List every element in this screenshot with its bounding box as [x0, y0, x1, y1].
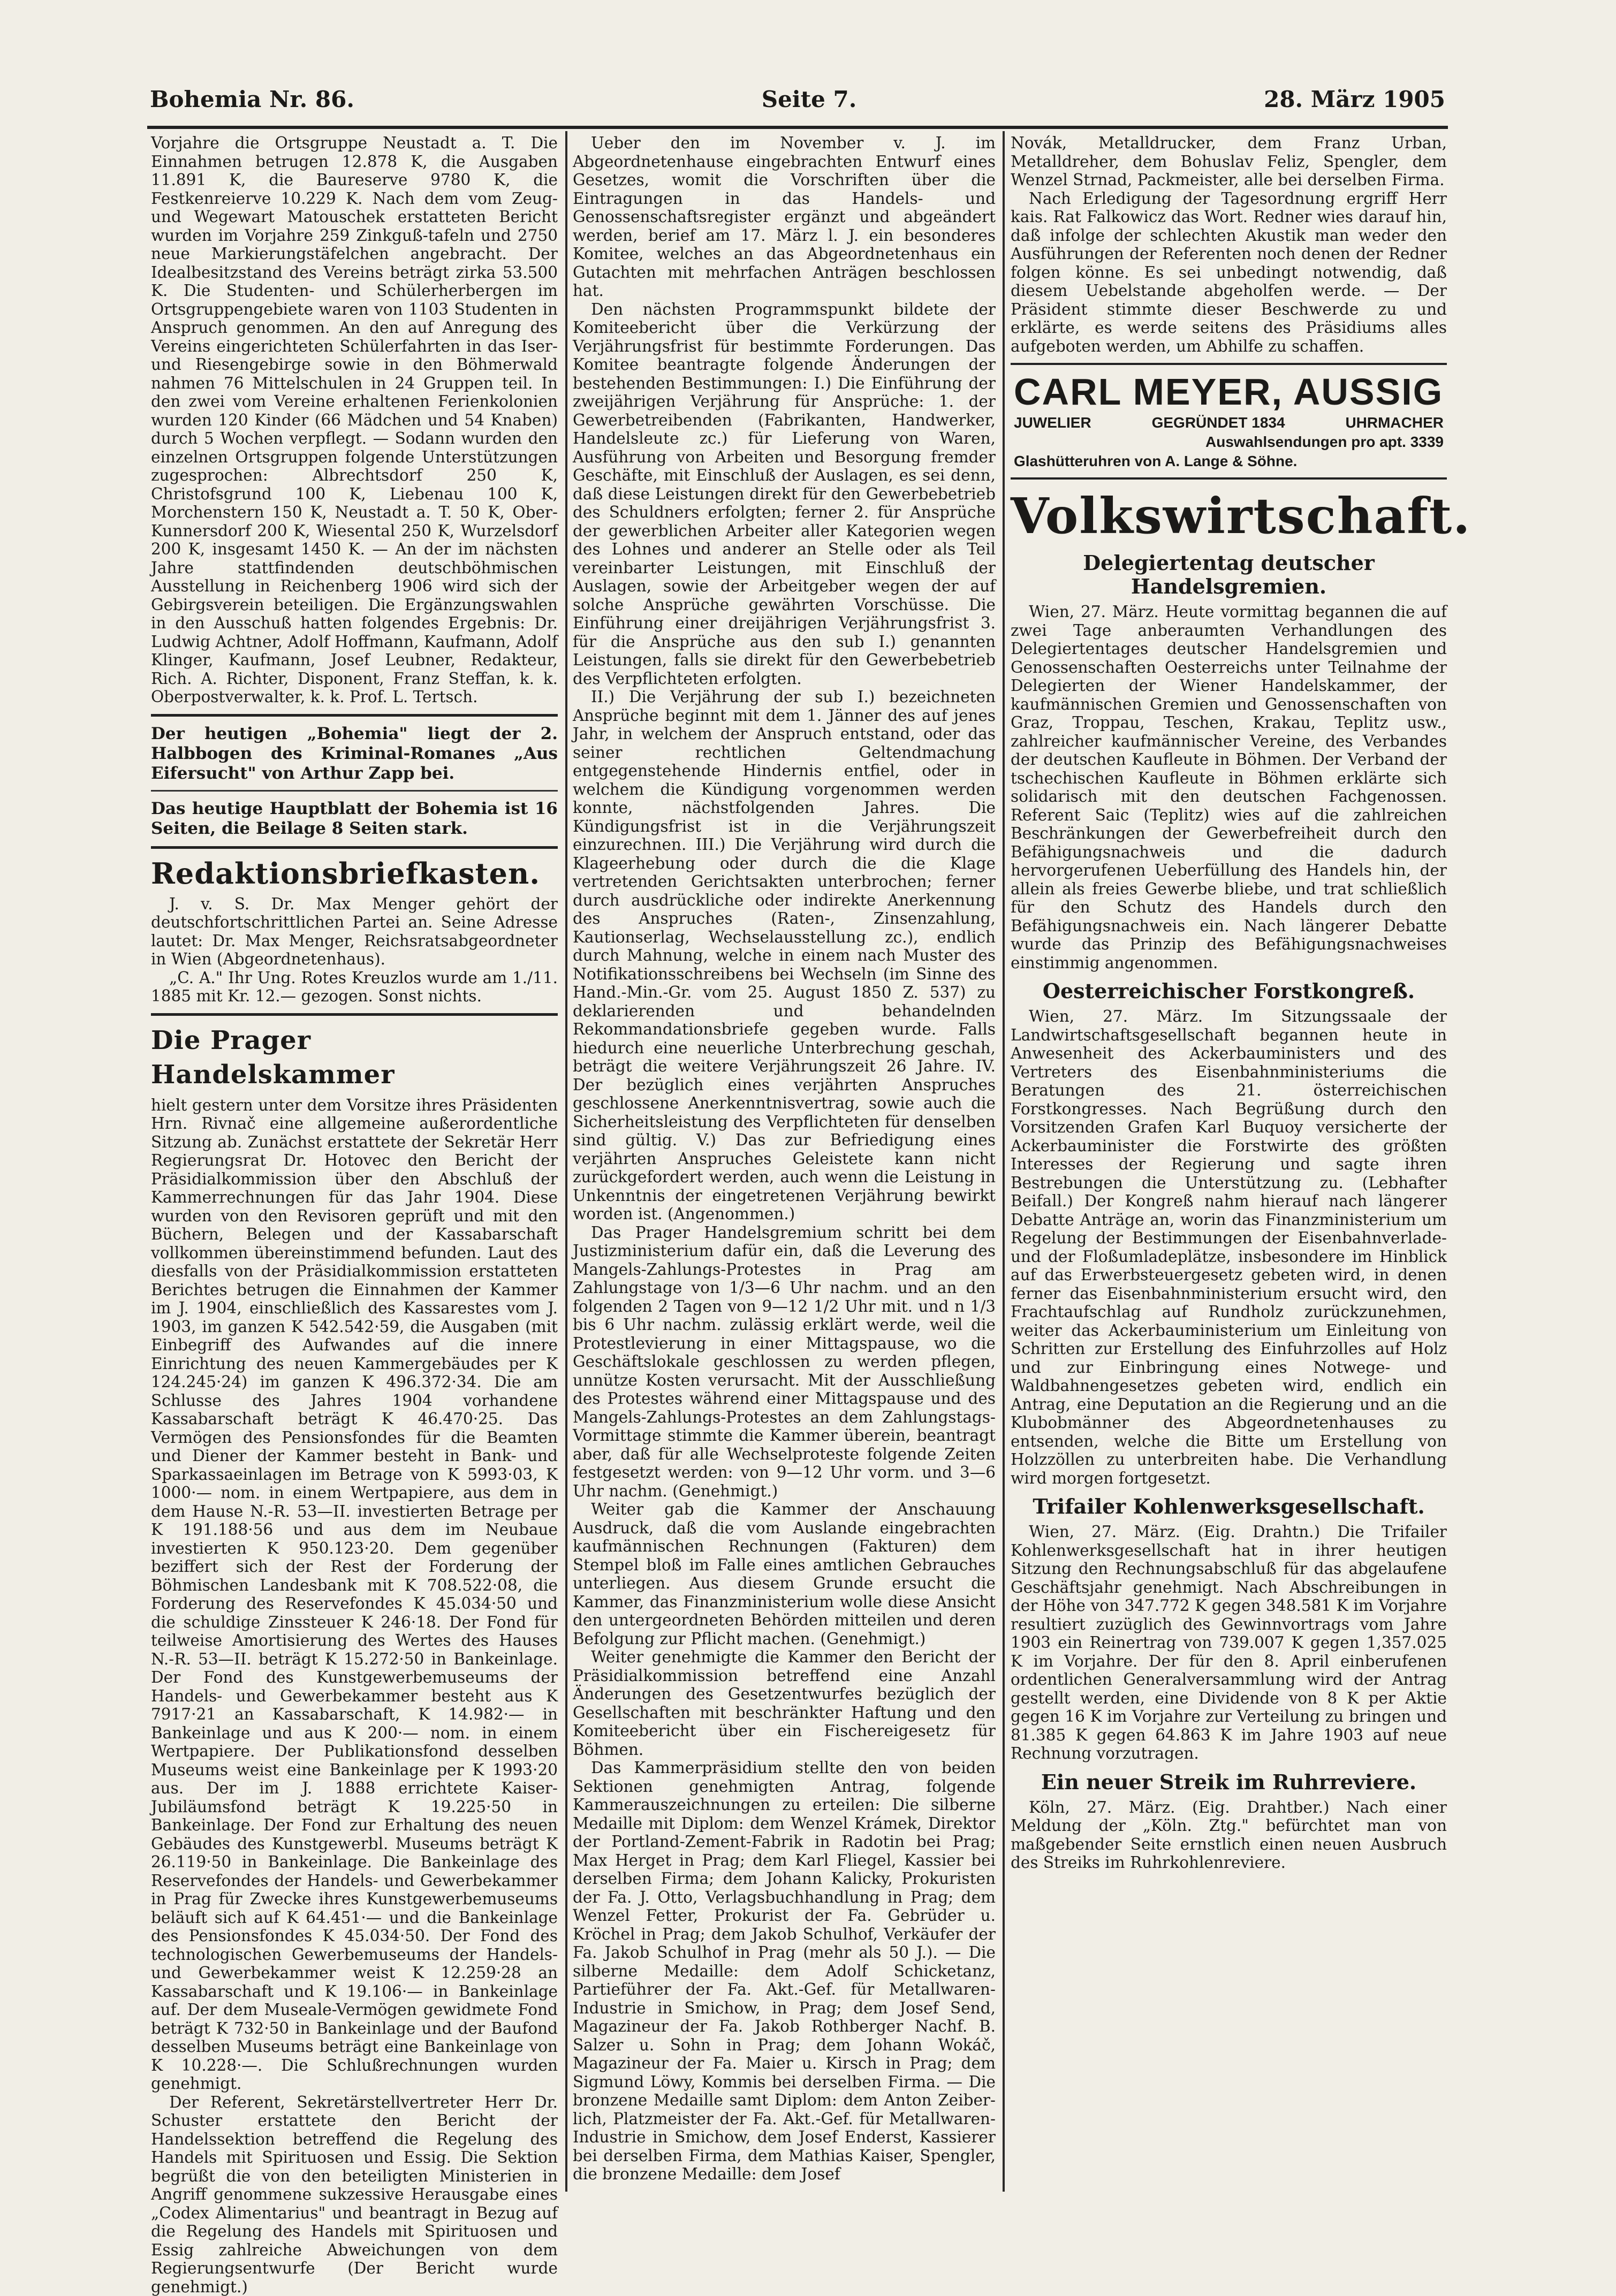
article-paragraph: Den nächsten Programmspunkt bildete der Komiteebericht über die Verkürzung der Verjährungsfrist für bestimmte Forderungen. Das Komitee beantragte folgende Änderungen der bestehenden Bestimmungen: I.) Die Einführung der zweijährigen Verjährung für Ansprüche: 1. der Gewerbetreibenden (Fabrikanten, Handwerker, Handelsleute zc.) für Lieferung von Waren, Ausführung von Arbeiten und Besorgung fremder Geschäfte, mit Einschluß der Auslagen, es sei denn, daß diese Leistungen direkt für den Gewerbebetrieb des Schuldners erfolgten; ferner 2. für Ansprüche der gewerblichen Arbeiter aller Kategorien wegen des Lohnes und anderer an Stelle oder als Teil vereinbarter Leistungen, mit Einschluß der Auslagen, sowie der Arbeitgeber wegen der auf solche Ansprüche gewährten Vorschüsse. Die Einführung einer dreijährigen Verjährungsfrist 3. für die Ansprüche aus den sub I.) genannten Leistungen, falls sie direkt für den Gewerbebetrieb des Verpflichteten erfolgten.	[573, 300, 996, 688]
article-paragraph: Der Referent, Sekretärstellvertreter Herr Dr. Schuster erstattete den Bericht der Handelssektion betreffend die Regelung des Handels mit Spirituosen und Essig. Die Sektion begrüßt die von den beteiligten Ministerien in Angriff genommene sukzessive Herausgabe eines „Codex Alimentarius" und beantragt in Bezug auf die Regelung des Handels mit Spirituosen und Essig zahlreiche Abweichungen von dem Regierungsentwurfe (Der Bericht wurde genehmigt.)	[151, 2093, 558, 2296]
letter-reply: „C. A." Ihr Ung. Rotes Kreuzlos wurde am 1./11. 1885 mit Kr. 12.— gezogen. Sonst nichts.	[151, 969, 558, 1006]
ad-trade-left: JUWELIER	[1014, 413, 1091, 432]
article-paragraph: Das Prager Handelsgremium schritt bei dem Justizministerium dafür ein, daß die Leverung des Mangels-Zahlungs-Protestes in Prag am Zahlungstage von 1/3—6 Uhr nachm. und an den folgenden 2 Tagen von 9—12 1/2 Uhr mit. und n 1/3 bis 6 Uhr nachm. zulässig erklärt werde, weil die Protestlevierung in einer Mittagspause, wo die Geschäftslokale geschlossen zu werden pflegen, unnütze Kosten verursacht. Mit der Ausschließung des Protestes während einer Mittagspause und des Mangels-Zahlungs-Protestes an dem Zahlungstags-Vormittage stimmte die Kammer überein, beantragt aber, daß für alle Wechselproteste folgende Zeiten festgesetzt werden: von 9—12 Uhr vorm. und 3—6 Uhr nachm. (Genehmigt.)	[573, 1223, 996, 1501]
letter-reply: J. v. S. Dr. Max Menger gehört der deutschfortschrittlichen Partei an. Seine Adresse lautet: Dr. Max Menger, Reichsratsabgeordneter in Wien (Abgeordnetenhaus).	[151, 895, 558, 969]
page-header	[150, 80, 1445, 118]
ad-shipping-line	[1014, 432, 1444, 452]
ad-founded: GEGRÜNDET 1834	[1152, 413, 1285, 432]
column-divider	[565, 131, 567, 2192]
article-paragraph: II.) Die Verjährung der sub I.) bezeichneten Ansprüche beginnt mit dem 1. Jänner des auf jenes Jahr, in welchem der Anspruch entstand, oder das seiner rechtlichen Geltendmachung entgegenstehende Hindernis entfiel, oder in welchem die Kündigung vorgenommen werden konnte, nächstfolgenden Jahres. Die Kündigungsfrist ist in die Verjährungszeit einzurechnen. III.) Die Verjährung wird durch die Klageerhebung oder durch die die Klage vertretenden Gerichtsakten unterbrochen; ferner durch ausdrückliche oder indirekte Anerkennung des Anspruches (Raten-, Zinsenzahlung, Kautionserlag, Wechselausstellung zc.), endlich durch Mahnung, welche in einem nach Muster des Notifikationsschreibens bei Wechseln (im Sinne des Hand.-Min.-Gr. vom 25. August 1850 Z. 537) zu deklarierenden und behandelnden Rekommandationsbriefe gegeben wurde. Falls hiedurch eine neuerliche Unterbrechung geschah, beträgt die weitere Verjährungszeit 26 Jahre. IV. Der bezüglich eines verjährten Anspruches geschlossene Anerkenntnisvertrag, sowie auch die Sicherheitsleistung des Verpflichteten für denselben sind gültig. V.) Das zur Befriedigung eines verjährten Anspruches Geleistete kann nicht zurückgefordert werden, auch wenn die Leistung in Unkenntnis der eingetretenen Verjährung bewirkt worden ist. (Angenommen.)	[573, 688, 996, 1223]
header-paper-name: Bohemia Nr. 86.	[150, 86, 354, 112]
header-page-number: Seite 7.	[762, 86, 857, 112]
page-count-notice: Das heutige Hauptblatt der Bohemia ist 16 Seiten, die Beilage 8 Seiten stark.	[151, 799, 558, 839]
article-paragraph: Wien, 27. März. Heute vormittag begannen die auf zwei Tage anberaumten Verhandlungen des Delegiertentages deutscher Handelsgremien und Genossenschaften Oesterreichs unter Teilnahme der Delegierten der Wiener Handelskammer, der kaufmännischen Gremien und Genossenschaften von Graz, Troppau, Teschen, Krakau, Teplitz usw., zahlreicher kaufmännischer Vereine, des Verbandes der deutschen Kaufleute in Böhmen. Der Verband der tschechischen Kaufleute in Böhmen erklärte sich solidarisch mit den deutschen Fachgenossen. Referent Saic (Teplitz) wies auf die zahlreichen Beschränkungen der Gewerbefreiheit durch den Befähigungsnachweis und die dadurch hervorgerufenen Ueberfüllung des Handels hin, der allein als freies Gewerbe bliebe, und trat schließlich für den Schutz des Handels durch den Befähigungsnachweis ein. Nach längerer Debatte wurde das Prinzip des Befähigungsnachweises einstimmig angenommen.	[1011, 603, 1447, 972]
article-paragraph: Das Kammerpräsidium stellte den von beiden Sektionen genehmigten Antrag, folgende Kammerauszeichnungen zu erteilen: Die silberne Medaille mit Diplom: dem Wenzel Krámek, Direktor der Portland-Zement-Fabrik in Radotin bei Prag; Max Herget in Prag; dem Karl Fliegel, Kassier bei derselben Firma; dem Johann Kalicky, Prokuristen der Fa. J. Otto, Verlagsbuchhandlung in Prag; dem Wenzel Fetter, Prokurist der Fa. Gebrüder u. Kröchel in Prag; dem Jakob Schulhof, Verkäufer der Fa. Jakob Schulhof in Prag (mehr als 50 J.). — Die silberne Medaille: dem Adolf Schicketanz, Partieführer der Fa. Akt.-Gef. für Metallwaren-Industrie in Smichow, in Prag; dem Josef Send, Magazineur der Fa. Jakob Rothberger Nachf. B. Salzer u. Sohn in Prag; dem Johann Wokáč, Magazineur der Fa. Maier u. Kirsch in Prag; dem Sigmund Löwy, Kommis bei derselben Firma. — Die bronzene Medaille samt Diplom: dem Anton Zeiber-lich, Platzmeister der Fa. Akt.-Gef. für Metallwaren-Industrie in Smichow, dem Josef Enderst, Kassierer bei derselben Firma, dem Mathias Kaiser, Spengler, die bronzene Medaille: dem Josef	[573, 1759, 996, 2184]
ad-company-name: CARL MEYER, AUSSIG	[1014, 370, 1444, 413]
section-heading-letters: Redaktionsbriefkasten.	[151, 856, 558, 891]
article-paragraph: Wien, 27. März. Im Sitzungssaale der Landwirtschaftsgesellschaft begannen heute in Anwesenheit des Ackerbauministers und des Vertreters des Eisenbahnministeriums die Beratungen des 21. österreichischen Forstkongresses. Nach Begrüßung durch den Vorsitzenden Grafen Karl Buquoy versicherte der Ackerbauminister die Forstwirte des größten Interesses der Regierung und sagte ihren Bestrebungen die Unterstützung zu. (Lebhafter Beifall.) Der Kongreß nahm hierauf nach längerer Debatte Anträge an, worin das Finanzministerium um Regelung der Bestimmungen der Eisenbahnverlade- und der Floßumladeplätze, insbesondere im Hinblick auf das Erwerbsteuergesetz gebeten wird, in denen ferner das Eisenbahnministerium ersucht wird, den Frachtaufschlag auf Rundholz zurückzunehmen, weiter das Ackerbauministerium um Einleitung von Schritten zur Erstellung des Einfuhrzolles auf Holz und zur Einbringung eines Notwege- und Waldbahnengesetzes gebeten wird, endlich ein Antrag, eine Deputation an die Regierung und an die Klubobmänner des Abgeordnetenhauses zu entsenden, welche die Bitte um Erstellung von Holzzöllen zu unterbreiten habe. Die Verhandlung wird morgen fortgesetzt.	[1011, 1007, 1447, 1487]
ad-trade-line	[1014, 413, 1444, 432]
article-heading-delegates: Delegiertentag deutscher Handelsgremien.	[1011, 551, 1447, 598]
article-paragraph: Ueber den im November v. J. im Abgeordnetenhause eingebrachten Entwurf eines Gesetzes, womit die Vorschriften über die Eintragungen in das Handels- und Genossenschaftsregister ergänzt und abgeändert werden, berief am 17. März l. J. ein besonderes Komitee, welches an das Abgeordnetenhaus ein Gutachten mit mehrfachen Anträgen beschlossen hat.	[573, 134, 996, 300]
article-paragraph: Novák, Metalldrucker, dem Franz Urban, Metalldreher, dem Bohuslav Feliz, Spengler, dem Wenzel Strnad, Packmeister, alle bei derselben Firma.	[1011, 134, 1447, 189]
column-3	[1011, 134, 1447, 2189]
divider	[151, 790, 558, 792]
divider	[151, 1013, 558, 1016]
supplement-notice: Der heutigen „Bohemia" liegt der 2. Halbbogen des Kriminal-Romanes „Aus Eifersucht" von Arthur Zapp bei.	[151, 724, 558, 784]
divider	[151, 846, 558, 849]
article-heading-trifail: Trifailer Kohlenwerksgesellschaft.	[1011, 1495, 1447, 1518]
header-date: 28. März 1905	[1264, 86, 1445, 112]
column-2	[573, 134, 996, 2189]
ad-trade-right: UHRMACHER	[1345, 413, 1444, 432]
divider	[151, 714, 558, 717]
ad-shipping-text: Auswahlsendungen pro apt.	[1205, 434, 1406, 450]
ad-watches-line: Glashütteruhren von A. Lange & Söhne.	[1014, 452, 1444, 471]
article-heading-chamber: Die Prager Handelskammer	[151, 1023, 558, 1092]
ad-phone-number: 3339	[1410, 434, 1444, 450]
article-paragraph: Weiter genehmigte die Kammer den Bericht der Präsidialkommission betreffend eine Anzahl Änderungen des Gesetzentwurfes bezüglich der Gesellschaften mit beschränkter Haftung und den Komiteebericht über ein Fischereigesetz für Böhmen.	[573, 1648, 996, 1759]
advertisement-carl-meyer	[1011, 363, 1447, 480]
article-heading-forestry: Oesterreichischer Forstkongreß.	[1011, 979, 1447, 1003]
article-paragraph: hielt gestern unter dem Vorsitze ihres Präsidenten Hrn. Rivnač eine allgemeine außerordentliche Sitzung ab. Zunächst erstattete der Sekretär Herr Regierungsrat Dr. Hotovec den Bericht der Präsidialkommission über den Abschluß der Kammerrechnungen für das Jahr 1904. Diese wurden von den Revisoren geprüft und mit den Büchern, Belegen und der Kassabarschaft vollkommen übereinstimmend befunden. Laut des diesfalls von der Präsidialkommission erstatteten Berichtes betrugen die Einnahmen der Kammer im J. 1904, einschließlich des Kassarestes vom J. 1903, im ganzen K 542.542·59, die Ausgaben (mit Einbegriff des Aufwandes auf die innere Einrichtung des neuen Kammergebäudes per K 124.245·24) im ganzen K 496.372·34. Die am Schlusse des Jahres 1904 vorhandene Kassabarschaft beträgt K 46.470·25. Das Vermögen des Pensionsfondes für die Beamten und Diener der Kammer besteht in Bank- und Sparkassaeinlagen im Betrage von K 5993·03, K 1000·— nom. in einem Wertpapiere, aus dem in dem Hause N.-R. 53—II. investierten Betrage per K 191.188·56 und aus dem im Neubaue investierten K 950.123·20. Dem gegenüber beziffert sich der Rest der Forderung der Böhmischen Landesbank mit K 708.522·08, die Forderung des Reservefondes K 45.034·50 und die schuldige Zinssteuer K 246·18. Der Fond für teilweise Amortisierung des Wertes des Hauses N.-R. 53—II. beträgt K 15.272·50 in Bankeinlage. Der Fond des Kunstgewerbemuseums der Handels- und Gewerbekammer besteht aus K 7917·21 an Kassabarschaft, K 14.982·— in Bankeinlage und aus K 200·— nom. in einem Wertpapiere. Der Publikationsfond desselben Museums weist eine Bankeinlage per K 1993·20 aus. Der im J. 1888 errichtete Kaiser-Jubiläumsfond beträgt K 19.225·50 in Bankeinlage. Der Fond zur Erhaltung des neuen Gebäudes des Kunstgewerbl. Museums beträgt K 26.119·50 in Bankeinlage. Die Bankeinlage des Reservefondes der Handels- und Gewerbekammer in Prag für Zwecke ihres Kunstgewerbemuseums beläuft sich auf K 64.451·— und die Bankeinlage des Pensionsfondes K 45.034·50. Der Fond des technologischen Gewerbemuseums der Handels- und Gewerbekammer weist K 12.259·28 an Kassabarschaft und K 19.106·— in Bankeinlage auf. Der dem Museale-Vermögen gewidmete Fond beträgt K 732·50 in Bankeinlage und der Baufond desselben Museums beträgt eine Bankeinlage von K 10.228·—. Die Schlußrechnungen wurden genehmigt.	[151, 1096, 558, 2093]
column-divider	[1003, 131, 1005, 2192]
article-paragraph: Wien, 27. März. (Eig. Drahtn.) Die Trifailer Kohlenwerksgesellschaft hat in ihrer heutigen Sitzung den Rechnungsabschluß für das abgelaufene Geschäftsjahr genehmigt. Nach Abschreibungen in der Höhe von 347.772 K gegen 348.581 K im Vorjahre resultiert zuzüglich des Gewinnvortrags vom Jahre 1903 ein Reinertrag von 739.007 K gegen 1,357.025 K im Vorjahre. Der für den 8. April einberufenen ordentlichen Generalversammlung wird der Antrag gestellt werden, eine Dividende von 8 K per Aktie gegen 16 K im Vorjahre zur Verteilung zu bringen und 81.385 K gegen 64.863 K im Jahre 1903 auf neue Rechnung vorzutragen.	[1011, 1523, 1447, 1763]
article-paragraph: Köln, 27. März. (Eig. Drahtber.) Nach einer Meldung der „Köln. Ztg." befürchtet man von maßgebender Seite ernstlich einen neuen Ausbruch des Streiks im Ruhrkohlenreviere.	[1011, 1798, 1447, 1872]
section-heading-economy: Volkswirtschaft.	[1011, 488, 1447, 544]
article-paragraph: Weiter gab die Kammer der Anschauung Ausdruck, daß die vom Auslande eingebrachten kaufmännischen Rechnungen (Fakturen) dem Stempel bloß im Falle eines amtlichen Gebrauches unterliegen. Aus diesem Grunde ersucht die Kammer, das Finanzministerium wolle diese Ansicht den untergeordneten Behörden mitteilen und deren Befolgung zur Pflicht machen. (Genehmigt.)	[573, 1500, 996, 1648]
article-paragraph: Nach Erledigung der Tagesordnung ergriff Herr kais. Rat Falkowicz das Wort. Redner wies darauf hin, daß infolge der schlechten Akustik man weder den Ausführungen der Referenten noch denen der Redner folgen könne. Es sei unbedingt notwendig, daß diesem Uebelstande abgeholfen werde. — Der Präsident stimmte dieser Beschwerde zu und erklärte, es werde seitens des Präsidiums alles aufgeboten werden, um Abhilfe zu schaffen.	[1011, 189, 1447, 356]
header-rule	[147, 126, 1448, 129]
article-paragraph: Vorjahre die Ortsgruppe Neustadt a. T. Die Einnahmen betrugen 12.878 K, die Ausgaben 11.891 K, die Baureserve 9780 K, die Festkenreierve 10.229 K. Nach dem vom Zeug- und Wegewart Matouschek erstatteten Bericht wurden im Vorjahre 259 Zinkguß-tafeln und 2750 neue Markierungstäfelchen angebracht. Der Idealbesitzstand des Vereins beträgt zirka 53.500 K. Die Studenten- und Schülerherbergen im Ortsgruppengebiete waren von 1103 Studenten in Anspruch genommen. An den auf Anregung des Vereins eingerichteten Schülerfahrten in das Iser- und Riesengebirge sowie in den Böhmerwald nahmen 76 Mittelschulen in 24 Gruppen teil. In den zwei vom Vereine erhaltenen Ferienkolonien wurden 120 Kinder (66 Mädchen und 54 Knaben) durch 5 Wochen verpflegt. — Sodann wurden den einzelnen Ortsgruppen folgende Unterstützungen zugesprochen: Albrechtsdorf 250 K, Christofsgrund 100 K, Liebenau 100 K, Morchenstern 150 K, Neustadt a. T. 50 K, Ober-Kunnersdorf 200 K, Wiesental 250 K, Wurzelsdorf 200 K, insgesamt 1450 K. — An der im nächsten Jahre stattfindenden deutschböhmischen Ausstellung in Reichenberg 1906 wird sich der Gebirgsverein beteiligen. Die Ergänzungswahlen in den Ausschuß hatten folgendes Ergebnis: Dr. Ludwig Achtner, Adolf Hoffmann, Kaufmann, Adolf Klinger, Kaufmann, Josef Leubner, Redakteur, Rich. A. Richter, Disponent, Franz Steffan, k. k. Oberpostverwalter, k. k. Prof. L. Tertsch.	[151, 134, 558, 706]
column-1	[151, 134, 558, 2189]
article-heading-strike: Ein neuer Streik im Ruhrreviere.	[1011, 1770, 1447, 1794]
